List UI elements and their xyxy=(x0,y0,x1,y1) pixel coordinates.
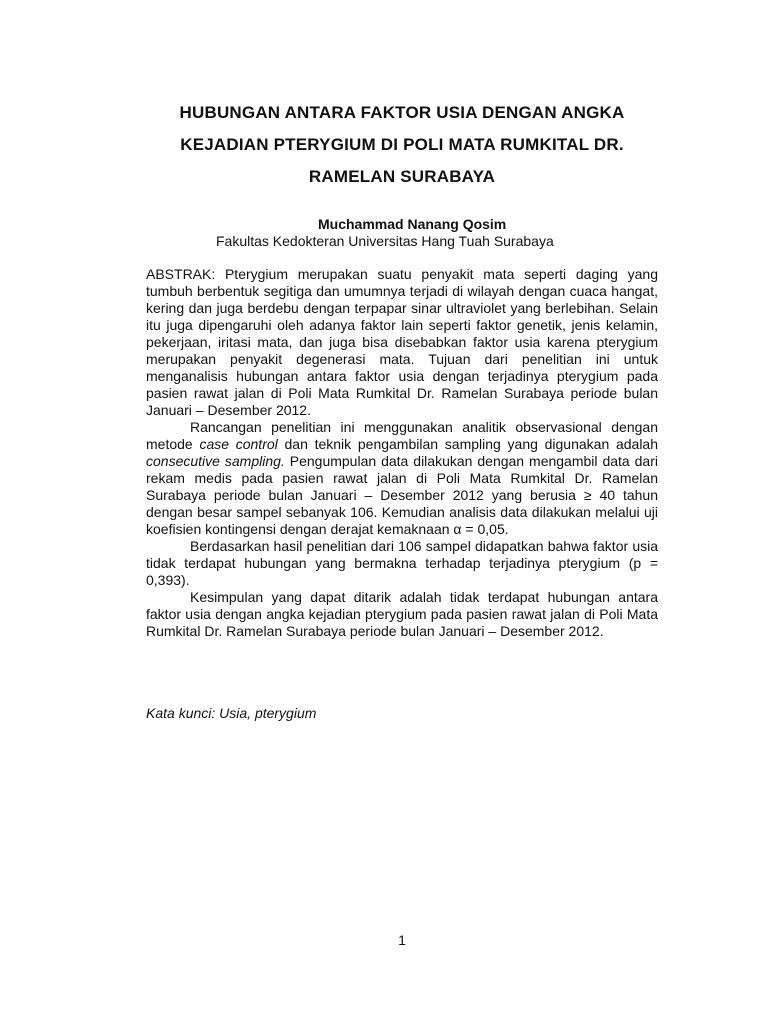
page-number: 1 xyxy=(398,932,406,948)
abstract-p2-text-b: dan teknik pengambilan sampling yang digunakan adalah xyxy=(277,436,659,452)
abstract-paragraph-1: ABSTRAK: Pterygium merupakan suatu penyakit mata seperti daging yang tumbuh berbentuk segitiga dan umumnya terjadi di wilayah dengan cuaca hangat, kering dan juga berdebu dengan terpapar sinar ultraviolet yang berlebihan. Selain itu juga dipengaruhi oleh adanya faktor lain seperti faktor genetik, jenis kelamin, pekerjaan, iritasi mata, dan juga bisa disebabkan faktor usia karena pterygium merupakan penyakit degenerasi mata. Tujuan dari penelitian ini untuk menganalisis hubungan antara faktor usia dengan terjadinya pterygium pada pasien rawat jalan di Poli Mata Rumkital Dr. Ramelan Surabaya periode bulan Januari – Desember 2012. xyxy=(146,266,658,418)
abstract-paragraph-2 xyxy=(146,419,658,538)
abstract-paragraph-3: Berdasarkan hasil penelitian dari 106 sampel didapatkan bahwa faktor usia tidak terdapat hubungan yang bermakna terhadap terjadinya pterygium (p = 0,393). xyxy=(146,538,658,588)
keywords: Kata kunci: Usia, pterygium xyxy=(146,705,317,721)
title-line-3: RAMELAN SURABAYA xyxy=(308,167,496,186)
title-line-2: KEJADIAN PTERYGIUM DI POLI MATA RUMKITAL DR. xyxy=(180,135,624,154)
author-name: Muchammad Nanang Qosim xyxy=(318,216,507,232)
abstract-p2-emphasis-case-control: case control xyxy=(199,436,278,452)
abstract xyxy=(146,266,658,640)
title-line-1: HUBUNGAN ANTARA FAKTOR USIA DENGAN ANGKA xyxy=(179,103,625,122)
abstract-paragraph-4: Kesimpulan yang dapat ditarik adalah tidak terdapat hubungan antara faktor usia dengan angka kejadian pterygium pada pasien rawat jalan di Poli Mata Rumkital Dr. Ramelan Surabaya periode bulan Januari – Desember 2012. xyxy=(146,589,658,639)
abstract-p2-emphasis-consecutive-sampling: consecutive sampling. xyxy=(146,453,285,469)
abstract-p2-text-a: Rancangan penelitian ini menggunakan analitik observasional dengan metode xyxy=(146,419,658,452)
paper-title xyxy=(120,97,684,193)
author-affiliation: Fakultas Kedokteran Universitas Hang Tuah Surabaya xyxy=(216,233,554,249)
abstract-p2-text-c: Pengumpulan data dilakukan dengan mengambil data dari rekam medis pada pasien rawat jalan di Poli Mata Rumkital Dr. Ramelan Surabaya periode bulan Januari – Desember 2012 yang berusia ≥ 40 tahun dengan besar sampel sebanyak 106. Kemudian analisis data dilakukan melalui uji koefisien kontingensi dengan derajat kemaknaan α = 0,05. xyxy=(146,453,658,537)
